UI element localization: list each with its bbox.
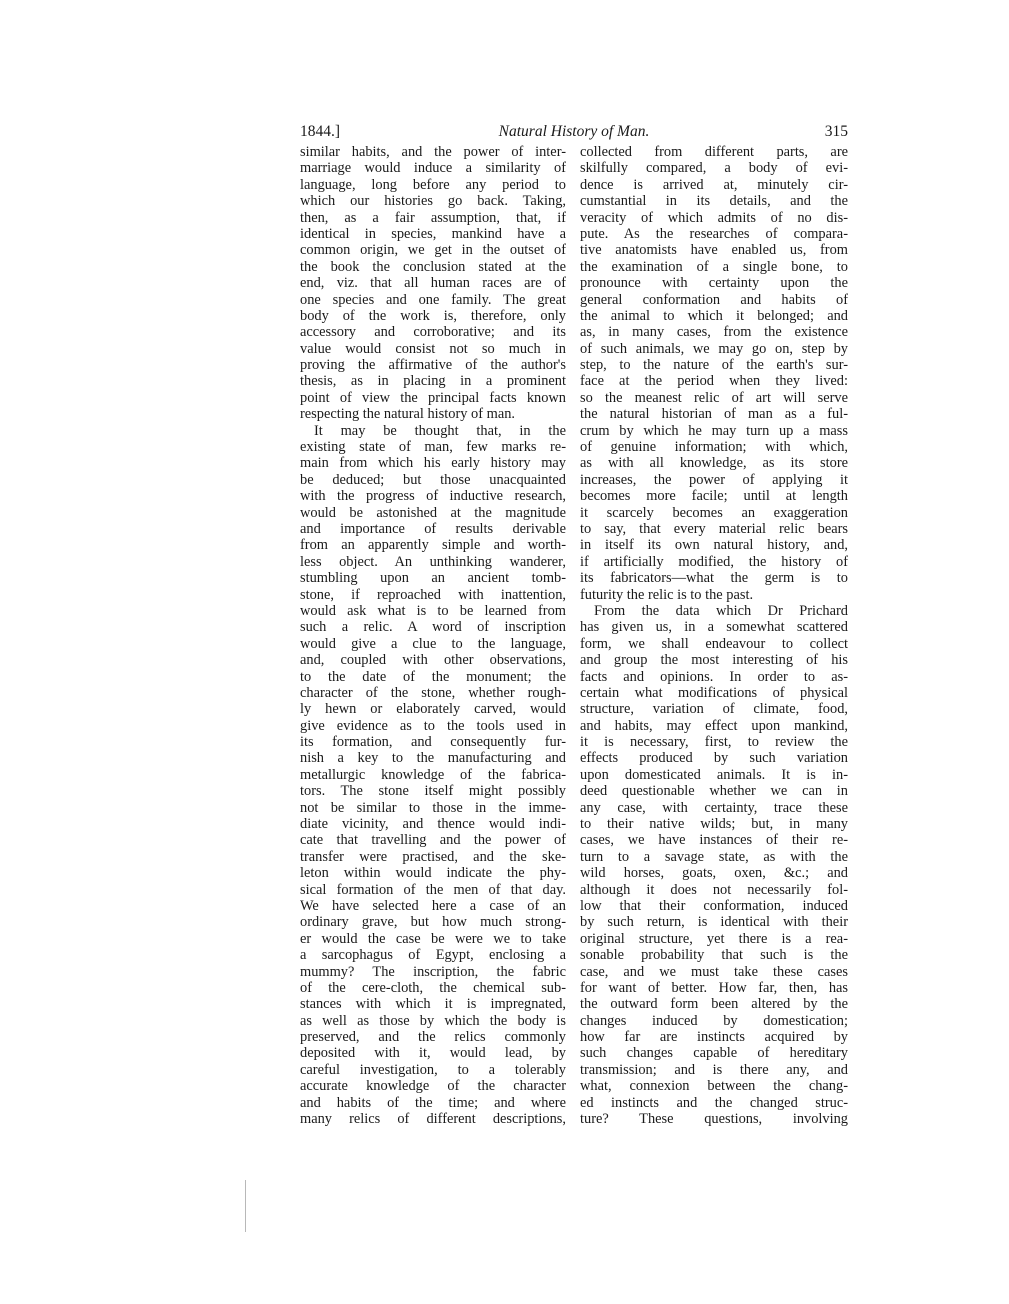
text-line: and habits of the time; and where (300, 1094, 566, 1111)
text-line: stumbling upon an ancient tomb- (300, 570, 566, 587)
text-line: has given us, in a somewhat scattered (580, 619, 848, 636)
text-line: collected from different parts, are (580, 144, 848, 160)
text-line: if artificially modified, the history of (580, 553, 848, 570)
text-line: deed questionable whether we can in (580, 783, 848, 800)
text-line: to the date of the monument; the (300, 668, 566, 685)
running-head (300, 122, 848, 142)
text-line: it scarcely becomes an exaggeration (580, 504, 848, 521)
text-line: end, viz. that all human races are of (300, 275, 566, 292)
text-line: tive anatomists have enabled us, from (580, 242, 848, 259)
text-line: transfer were practised, and the ske- (300, 848, 566, 865)
text-line: deposited with it, would lead, by (300, 1045, 566, 1062)
text-line: by such return, is identical with their (580, 914, 848, 931)
text-line: accessory and corroborative; and its (300, 324, 566, 341)
text-line: body of the work is, therefore, only (300, 307, 566, 324)
text-line: the animal to which it belonged; and (580, 307, 848, 324)
text-line: ly hewn or elaborately carved, would (300, 701, 566, 718)
text-line: what, connexion between the chang- (580, 1078, 848, 1095)
text-line: the examination of a single bone, to (580, 258, 848, 275)
text-line: crum by which he may turn up a mass (580, 422, 848, 439)
text-line: such changes capable of hereditary (580, 1045, 848, 1062)
text-line: would give a clue to the language, (300, 635, 566, 652)
right-column (580, 144, 848, 1127)
text-line: From the data which Dr Prichard (594, 602, 848, 619)
header-year: 1844.] (300, 123, 341, 140)
text-line: character of the stone, whether rough- (300, 684, 566, 701)
text-line: and importance of results derivable (300, 520, 566, 537)
text-line: many relics of different descriptions, (300, 1111, 566, 1128)
text-line: be deduced; but those unacquainted (300, 471, 566, 488)
text-line: stances with which it is impregnated, (300, 996, 566, 1013)
text-line: respecting the natural history of man. (300, 406, 515, 423)
text-line: accurate knowledge of the character (300, 1078, 566, 1095)
text-line: step, to the nature of the earth's sur- (580, 357, 848, 374)
text-line: it is necessary, first, to review the (580, 734, 848, 751)
text-line: so the meanest relic of art will serve (580, 389, 848, 406)
text-line: similar habits, and the power of inter- (300, 144, 566, 160)
text-line: and, coupled with other observations, (300, 652, 566, 669)
text-line: of such animals, we may go on, step by (580, 340, 848, 357)
text-line: er would the case be were we to take (300, 930, 566, 947)
text-line: turn to a savage state, as with the (580, 848, 848, 865)
text-line: ed instincts and the changed struc- (580, 1094, 848, 1111)
text-line: proving the affirmative of the author's (300, 357, 566, 374)
text-line: as with all knowledge, as its store (580, 455, 848, 472)
text-line: pronounce with certainty upon the (580, 275, 848, 292)
text-line: the book the conclusion stated at the (300, 258, 566, 275)
text-line: diate vicinity, and thence would indi- (300, 816, 566, 833)
text-line: as well as those by which the body is (300, 1012, 566, 1029)
text-line: dence is arrived at, minutely cir- (580, 176, 848, 193)
text-line: We have selected here a case of an (300, 897, 566, 914)
text-line: main from which his early history may (300, 455, 566, 472)
text-line: its formation, and consequently fur- (300, 734, 566, 751)
text-line: as, in many cases, from the existence (580, 324, 848, 341)
text-line: cate that travelling and the power of (300, 832, 566, 849)
text-line: mummy? The inscription, the fabric (300, 963, 566, 980)
text-line: ordinary grave, but how much strong- (300, 914, 566, 931)
text-line: value would consist not so much in (300, 340, 566, 357)
text-line: which our histories go back. Taking, (300, 193, 566, 210)
text-line: ture? These questions, involving (580, 1111, 848, 1128)
text-line: then, as a fair assumption, that, if (300, 209, 566, 226)
text-line: of genuine information; with which, (580, 439, 848, 456)
text-line: to their native wilds; but, in many (580, 816, 848, 833)
text-line: one species and one family. The great (300, 291, 566, 308)
text-line: less object. An unthinking wanderer, (300, 553, 566, 570)
text-line: and group the most interesting of his (580, 652, 848, 669)
text-line: would be astonished at the magnitude (300, 504, 566, 521)
text-line: identical in species, mankind have a (300, 225, 566, 242)
text-line: futurity the relic is to the past. (580, 586, 754, 603)
left-column (300, 144, 566, 1127)
text-line: to say, that every material relic bears (580, 520, 848, 537)
text-line: tors. The stone itself might possibly (300, 783, 566, 800)
text-line: common origin, we get in the outset of (300, 242, 566, 259)
text-line: for want of better. How far, then, has (580, 979, 848, 996)
text-line: certain what modifications of physical (580, 684, 848, 701)
text-line: effects produced by such variation (580, 750, 848, 767)
text-line: It may be thought that, in the (314, 422, 566, 439)
text-line: pute. As the researches of compara- (580, 225, 848, 242)
text-line: any case, with certainty, trace these (580, 799, 848, 816)
text-line: facts and opinions. In order to as- (580, 668, 848, 685)
text-line: point of view the principal facts known (300, 389, 566, 406)
text-line: structure, variation of climate, food, (580, 701, 848, 718)
text-line: changes induced by domestication; (580, 1012, 848, 1029)
text-line: marriage would induce a similarity of (300, 160, 566, 177)
text-line: low that their conformation, induced (580, 897, 848, 914)
text-line: transmission; and is there any, and (580, 1061, 848, 1078)
text-line: stone, if reproached with inattention, (300, 586, 566, 603)
text-line: preserved, and the relics commonly (300, 1029, 566, 1046)
text-line: thesis, as in placing in a prominent (300, 373, 566, 390)
text-line: give evidence as to the tools used in (300, 717, 566, 734)
text-line: upon domesticated animals. It is in- (580, 766, 848, 783)
text-line: and habits, may effect upon mankind, (580, 717, 848, 734)
text-line: original structure, yet there is a rea- (580, 930, 848, 947)
text-line: such a relic. A word of inscription (300, 619, 566, 636)
text-line: general conformation and habits of (580, 291, 848, 308)
text-line: its fabricators—what the germ is to (580, 570, 848, 587)
text-line: becomes more facile; until at length (580, 488, 848, 505)
text-line: veracity of which admits of no dis- (580, 209, 848, 226)
text-line: nish a key to the manufacturing and (300, 750, 566, 767)
text-line: cumstantial in its details, and the (580, 193, 848, 210)
text-line: a sarcophagus of Egypt, enclosing a (300, 947, 566, 964)
text-line: the outward form been altered by the (580, 996, 848, 1013)
text-line: careful investigation, to a tolerably (300, 1061, 566, 1078)
header-title: Natural History of Man. (498, 123, 650, 140)
text-line: in itself its own natural history, and, (580, 537, 848, 554)
text-line: language, long before any period to (300, 176, 566, 193)
text-line: cases, we have instances of their re- (580, 832, 848, 849)
text-line: not be similar to those in the imme- (300, 799, 566, 816)
text-line: skilfully compared, a body of evi- (580, 160, 848, 177)
text-line: existing state of man, few marks re- (300, 439, 566, 456)
text-line: leton within would indicate the phy- (300, 865, 566, 882)
text-line: metallurgic knowledge of the fabrica- (300, 766, 566, 783)
text-line: the natural historian of man as a ful- (580, 406, 848, 423)
text-line: increases, the power of applying it (580, 471, 848, 488)
text-line: would ask what is to be learned from (300, 602, 566, 619)
page-number: 315 (824, 123, 848, 140)
text-line: wild horses, goats, oxen, &c.; and (580, 865, 848, 882)
text-line: with the progress of inductive research, (300, 488, 566, 505)
text-line: how far are instincts acquired by (580, 1029, 848, 1046)
text-line: although it does not necessarily fol- (580, 881, 848, 898)
margin-mark (245, 1180, 246, 1232)
text-line: face at the period when they lived: (580, 373, 848, 390)
text-line: case, and we must take these cases (580, 963, 848, 980)
text-line: sical formation of the men of that day. (300, 881, 566, 898)
text-line: sonable probability that such is the (580, 947, 848, 964)
text-line: form, we shall endeavour to collect (580, 635, 848, 652)
text-line: of the cere-cloth, the chemical sub- (300, 979, 566, 996)
text-line: from an apparently simple and worth- (300, 537, 566, 554)
